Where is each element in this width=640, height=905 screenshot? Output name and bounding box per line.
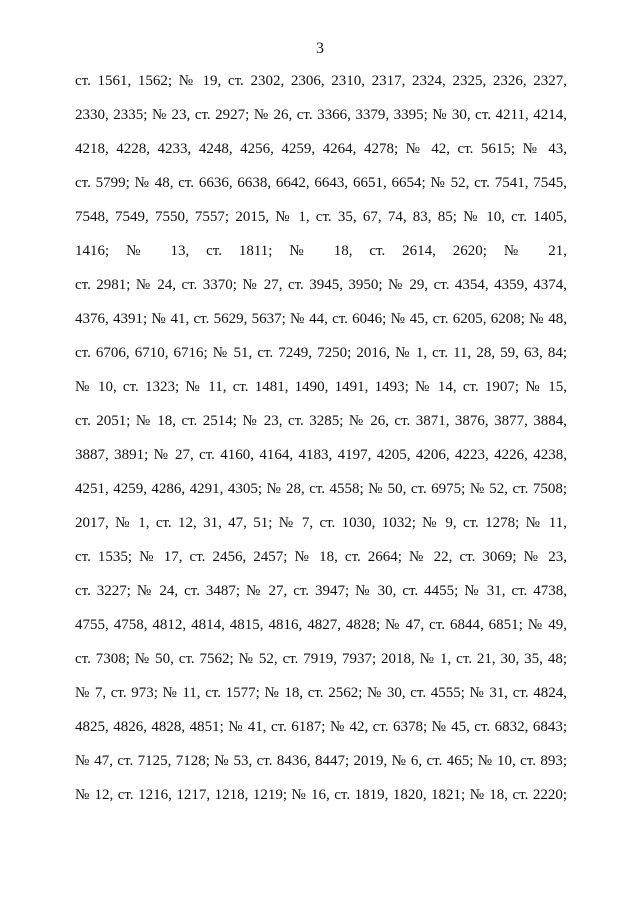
page-number: 3 [316, 40, 324, 57]
text-line: № 10, ст. 1323; № 11, ст. 1481, 1490, 1491, 1493; № 14, ст. 1907; № 15, [75, 379, 567, 395]
text-line: ст. 5799; № 48, ст. 6636, 6638, 6642, 6643, 6651, 6654; № 52, ст. 7541, 7545, [75, 175, 567, 191]
text-line: № 12, ст. 1216, 1217, 1218, 1219; № 16, ст. 1819, 1820, 1821; № 18, ст. 2220; [75, 787, 567, 803]
text-line: ст. 7308; № 50, ст. 7562; № 52, ст. 7919, 7937; 2018, № 1, ст. 21, 30, 35, 48; [75, 651, 567, 667]
document-body [75, 64, 567, 812]
text-line: 1416; № 13, ст. 1811; № 18, ст. 2614, 2620; № 21, [75, 243, 567, 259]
text-line: ст. 1561, 1562; № 19, ст. 2302, 2306, 2310, 2317, 2324, 2325, 2326, 2327, [75, 73, 567, 89]
text-line: 4218, 4228, 4233, 4248, 4256, 4259, 4264, 4278; № 42, ст. 5615; № 43, [75, 141, 567, 157]
text-line: № 7, ст. 973; № 11, ст. 1577; № 18, ст. 2562; № 30, ст. 4555; № 31, ст. 4824, [75, 685, 567, 701]
text-line: ст. 2051; № 18, ст. 2514; № 23, ст. 3285; № 26, ст. 3871, 3876, 3877, 3884, [75, 413, 567, 429]
text-line: 7548, 7549, 7550, 7557; 2015, № 1, ст. 35, 67, 74, 83, 85; № 10, ст. 1405, [75, 209, 567, 225]
text-line: 4755, 4758, 4812, 4814, 4815, 4816, 4827, 4828; № 47, ст. 6844, 6851; № 49, [75, 617, 567, 633]
text-line: ст. 6706, 6710, 6716; № 51, ст. 7249, 7250; 2016, № 1, ст. 11, 28, 59, 63, 84; [75, 345, 567, 361]
text-line: ст. 1535; № 17, ст. 2456, 2457; № 18, ст. 2664; № 22, ст. 3069; № 23, [75, 549, 567, 565]
text-line: 3887, 3891; № 27, ст. 4160, 4164, 4183, 4197, 4205, 4206, 4223, 4226, 4238, [75, 447, 567, 463]
text-line: 4376, 4391; № 41, ст. 5629, 5637; № 44, ст. 6046; № 45, ст. 6205, 6208; № 48, [75, 311, 567, 327]
text-line: 4251, 4259, 4286, 4291, 4305; № 28, ст. 4558; № 50, ст. 6975; № 52, ст. 7508; [75, 481, 567, 497]
text-line: ст. 3227; № 24, ст. 3487; № 27, ст. 3947; № 30, ст. 4455; № 31, ст. 4738, [75, 583, 567, 599]
text-line: 2330, 2335; № 23, ст. 2927; № 26, ст. 3366, 3379, 3395; № 30, ст. 4211, 4214, [75, 107, 567, 123]
text-line: 4825, 4826, 4828, 4851; № 41, ст. 6187; № 42, ст. 6378; № 45, ст. 6832, 6843; [75, 719, 567, 735]
text-line: 2017, № 1, ст. 12, 31, 47, 51; № 7, ст. 1030, 1032; № 9, ст. 1278; № 11, [75, 515, 567, 531]
text-line: ст. 2981; № 24, ст. 3370; № 27, ст. 3945, 3950; № 29, ст. 4354, 4359, 4374, [75, 277, 567, 293]
text-line: № 47, ст. 7125, 7128; № 53, ст. 8436, 8447; 2019, № 6, ст. 465; № 10, ст. 893; [75, 753, 567, 769]
